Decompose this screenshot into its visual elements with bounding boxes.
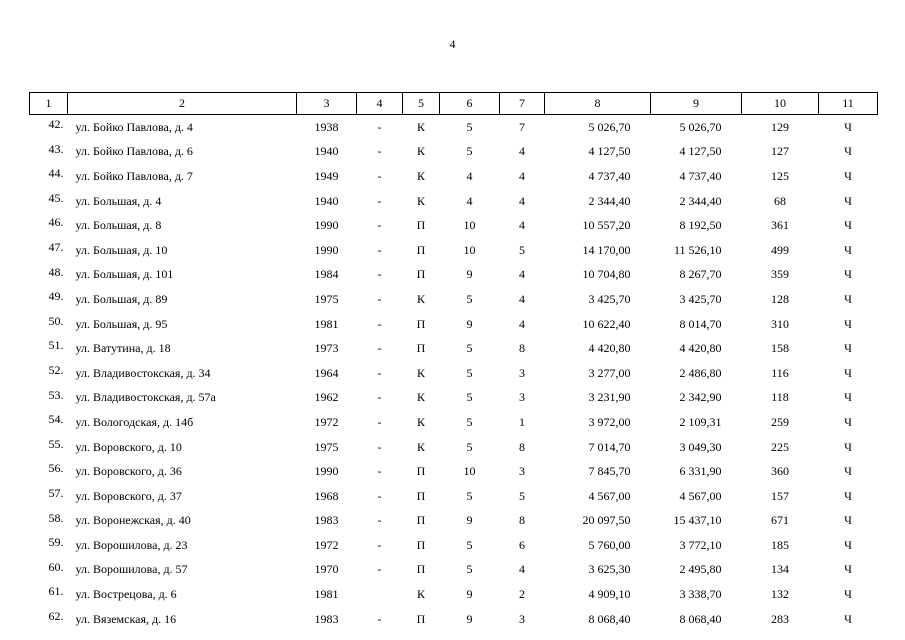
row-number: 46. [48,215,64,230]
year-built-cell: 1990 [314,242,339,257]
total-area-cell: 2 344,40 [588,193,631,208]
address-cell: ул. Вологодская, д. 14б [75,414,194,429]
header-cell: 8 [545,93,651,115]
year-built-cell: 1975 [314,439,339,454]
column-10-cell: 310 [771,316,789,331]
living-area-cell: 3 049,30 [679,439,722,454]
table-row [30,287,878,312]
column-11-cell: Ч [844,390,852,405]
column-11-cell: Ч [844,365,852,380]
floors-cell: 9 [466,513,473,528]
floors-cell: 5 [466,144,473,159]
living-area-cell: 4 127,50 [679,144,722,159]
column-4-cell: - [377,193,382,208]
row-number: 50. [48,313,64,328]
column-11-cell: Ч [844,242,852,257]
address-cell: ул. Воровского, д. 10 [75,439,182,454]
column-11-cell: Ч [844,168,852,183]
column-4-cell: - [377,390,382,405]
housing-register-table [29,92,878,631]
total-area-cell: 4 737,40 [588,168,631,183]
column-11-cell: Ч [844,291,852,306]
total-area-cell: 4 567,00 [588,488,631,503]
entrances-cell: 8 [519,341,525,356]
table-row [30,164,878,189]
table-body [30,115,878,632]
column-11-cell: Ч [844,341,852,356]
living-area-cell: 5 026,70 [679,119,722,134]
living-area-cell: 3 425,70 [679,291,722,306]
entrances-cell: 3 [519,464,525,479]
table-row [30,484,878,509]
table-row [30,361,878,386]
floors-cell: 10 [463,242,476,257]
column-10-cell: 283 [771,611,789,626]
entrances-cell: 4 [519,267,525,282]
living-area-cell: 2 109,31 [679,414,722,429]
table-row [30,140,878,165]
total-area-cell: 4 909,10 [588,587,631,602]
address-cell: ул. Большая, д. 8 [75,218,162,233]
material-cell: К [416,193,425,208]
entrances-cell: 8 [519,439,525,454]
floors-cell: 5 [466,341,473,356]
column-10-cell: 134 [771,562,789,577]
year-built-cell: 1983 [314,513,339,528]
living-area-cell: 2 344,40 [679,193,722,208]
row-number: 58. [48,510,64,525]
column-11-cell: Ч [844,439,852,454]
column-10-cell: 225 [771,439,789,454]
entrances-cell: 2 [519,587,525,602]
address-cell: ул. Большая, д. 101 [75,267,174,282]
entrances-cell: 4 [519,562,525,577]
row-number: 62. [48,608,64,623]
column-11-cell: Ч [844,144,852,159]
floors-cell: 9 [466,267,473,282]
column-4-cell: - [377,218,382,233]
living-area-cell: 2 486,80 [679,365,722,380]
row-number: 54. [48,412,64,427]
living-area-cell: 3 338,70 [679,587,722,602]
address-cell: ул. Большая, д. 89 [75,291,168,306]
table-row [30,533,878,558]
total-area-cell: 10 557,20 [582,218,631,233]
column-11-cell: Ч [844,513,852,528]
floors-cell: 10 [463,218,476,233]
entrances-cell: 5 [519,242,525,257]
column-4-cell: - [377,316,382,331]
header-cell: 2 [68,93,297,115]
entrances-cell: 3 [519,390,525,405]
floors-cell: 5 [466,439,473,454]
row-number: 43. [48,141,64,156]
column-10-cell: 129 [771,119,789,134]
floors-cell: 4 [466,193,473,208]
entrances-cell: 5 [519,488,525,503]
total-area-cell: 8 068,40 [588,611,631,626]
floors-cell: 9 [466,587,473,602]
column-4-cell: - [377,488,382,503]
address-cell: ул. Вострецова, д. 6 [75,587,177,602]
column-10-cell: 499 [771,242,789,257]
table-row [30,459,878,484]
year-built-cell: 1964 [314,365,339,380]
total-area-cell: 3 231,90 [588,390,631,405]
column-10-cell: 125 [771,168,789,183]
material-cell: К [416,390,425,405]
column-10-cell: 128 [771,291,789,306]
table-row [30,263,878,288]
row-number: 44. [48,166,64,181]
column-4-cell: - [377,611,382,626]
living-area-cell: 8 014,70 [679,316,722,331]
total-area-cell: 7 845,70 [588,464,631,479]
living-area-cell: 4 737,40 [679,168,722,183]
address-cell: ул. Бойко Павлова, д. 6 [75,144,193,159]
column-4-cell: - [377,464,382,479]
address-cell: ул. Воровского, д. 36 [75,464,182,479]
total-area-cell: 10 704,80 [582,267,631,282]
header-cell: 5 [403,93,440,115]
floors-cell: 5 [466,488,473,503]
header-cell: 10 [742,93,819,115]
living-area-cell: 11 526,10 [673,242,722,257]
table-row [30,312,878,337]
floors-cell: 5 [466,119,473,134]
table-row [30,386,878,411]
floors-cell: 5 [466,291,473,306]
total-area-cell: 20 097,50 [582,513,631,528]
column-4-cell: - [377,439,382,454]
column-11-cell: Ч [844,193,852,208]
total-area-cell: 7 014,70 [588,439,631,454]
material-cell: П [416,242,426,257]
material-cell: П [416,488,426,503]
header-cell: 1 [30,93,68,115]
address-cell: ул. Воровского, д. 37 [75,488,182,503]
year-built-cell: 1984 [314,267,339,282]
entrances-cell: 3 [519,365,525,380]
table-row [30,582,878,607]
column-11-cell: Ч [844,562,852,577]
material-cell: П [416,316,426,331]
total-area-cell: 3 425,70 [588,291,631,306]
table-row [30,558,878,583]
floors-cell: 5 [466,390,473,405]
material-cell: П [416,611,426,626]
year-built-cell: 1970 [314,562,339,577]
address-cell: ул. Большая, д. 95 [75,316,168,331]
year-built-cell: 1990 [314,464,339,479]
table-row [30,336,878,361]
address-cell: ул. Ворошилова, д. 23 [75,537,188,552]
entrances-cell: 4 [519,291,525,306]
floors-cell: 5 [466,414,473,429]
living-area-cell: 2 495,80 [679,562,722,577]
total-area-cell: 3 625,30 [588,562,631,577]
living-area-cell: 3 772,10 [679,537,722,552]
floors-cell: 9 [466,611,473,626]
address-cell: ул. Ворошилова, д. 57 [75,562,188,577]
table-row [30,238,878,263]
total-area-cell: 3 277,00 [588,365,631,380]
floors-cell: 5 [466,562,473,577]
column-11-cell: Ч [844,587,852,602]
material-cell: К [416,168,425,183]
total-area-cell: 5 026,70 [588,119,631,134]
year-built-cell: 1983 [314,611,339,626]
row-number: 55. [48,436,64,451]
living-area-cell: 8 267,70 [679,267,722,282]
year-built-cell: 1940 [314,193,339,208]
living-area-cell: 15 437,10 [673,513,722,528]
material-cell: П [416,562,426,577]
address-cell: ул. Ватутина, д. 18 [75,341,171,356]
row-number: 48. [48,264,64,279]
row-number: 47. [48,239,64,254]
column-4-cell: - [377,144,382,159]
total-area-cell: 4 127,50 [588,144,631,159]
material-cell: К [416,291,425,306]
column-10-cell: 68 [774,193,786,208]
column-4-cell: - [377,513,382,528]
header-cell: 11 [819,93,878,115]
address-cell: ул. Бойко Павлова, д. 7 [75,168,193,183]
table-row [30,607,878,632]
year-built-cell: 1975 [314,291,339,306]
floors-cell: 5 [466,365,473,380]
entrances-cell: 4 [519,316,525,331]
column-10-cell: 157 [771,488,789,503]
year-built-cell: 1990 [314,218,339,233]
entrances-cell: 4 [519,168,525,183]
material-cell: П [416,513,426,528]
column-11-cell: Ч [844,218,852,233]
material-cell: К [416,414,425,429]
total-area-cell: 14 170,00 [582,242,631,257]
column-10-cell: 361 [771,218,789,233]
column-10-cell: 158 [771,341,789,356]
column-11-cell: Ч [844,611,852,626]
material-cell: П [416,218,426,233]
column-10-cell: 359 [771,267,789,282]
address-cell: ул. Воронежская, д. 40 [75,513,191,528]
column-10-cell: 127 [771,144,789,159]
entrances-cell: 4 [519,144,525,159]
total-area-cell: 10 622,40 [582,316,631,331]
column-4-cell: - [377,365,382,380]
material-cell: К [416,365,425,380]
column-11-cell: Ч [844,316,852,331]
row-number: 57. [48,485,64,500]
table-row [30,410,878,435]
row-number: 45. [48,190,64,205]
living-area-cell: 4 567,00 [679,488,722,503]
year-built-cell: 1949 [314,168,339,183]
entrances-cell: 4 [519,193,525,208]
living-area-cell: 6 331,90 [679,464,722,479]
row-number: 61. [48,584,64,599]
column-4-cell: - [377,341,382,356]
year-built-cell: 1972 [314,537,339,552]
table-row [30,115,878,140]
entrances-cell: 1 [519,414,525,429]
material-cell: К [416,439,425,454]
column-4-cell: - [377,291,382,306]
floors-cell: 4 [466,168,473,183]
column-number-header-row [30,93,878,115]
year-built-cell: 1973 [314,341,339,356]
material-cell: П [416,341,426,356]
living-area-cell: 8 068,40 [679,611,722,626]
column-10-cell: 259 [771,414,789,429]
entrances-cell: 8 [519,513,525,528]
header-cell: 6 [440,93,500,115]
total-area-cell: 4 420,80 [588,341,631,356]
table-row [30,213,878,238]
row-number: 56. [48,461,64,476]
material-cell: П [416,464,426,479]
column-11-cell: Ч [844,267,852,282]
year-built-cell: 1981 [314,587,339,602]
column-10-cell: 118 [771,390,789,405]
column-4-cell: - [377,537,382,552]
header-cell: 4 [357,93,403,115]
column-11-cell: Ч [844,464,852,479]
year-built-cell: 1968 [314,488,339,503]
total-area-cell: 3 972,00 [588,414,631,429]
column-11-cell: Ч [844,488,852,503]
address-cell: ул. Владивостокская, д. 57а [75,390,216,405]
address-cell: ул. Большая, д. 10 [75,242,168,257]
header-cell: 3 [297,93,357,115]
column-4-cell: - [377,168,382,183]
column-10-cell: 671 [771,513,789,528]
material-cell: П [416,267,426,282]
column-4-cell [357,582,403,607]
material-cell: П [416,537,426,552]
year-built-cell: 1940 [314,144,339,159]
entrances-cell: 4 [519,218,525,233]
material-cell: К [416,119,425,134]
year-built-cell: 1972 [314,414,339,429]
address-cell: ул. Владивостокская, д. 34 [75,365,211,380]
floors-cell: 9 [466,316,473,331]
column-11-cell: Ч [844,414,852,429]
column-4-cell: - [377,119,382,134]
address-cell: ул. Большая, д. 4 [75,193,162,208]
column-11-cell: Ч [844,537,852,552]
entrances-cell: 3 [519,611,525,626]
column-10-cell: 116 [771,365,789,380]
entrances-cell: 7 [519,119,525,134]
material-cell: К [416,144,425,159]
material-cell: К [416,587,425,602]
entrances-cell: 6 [519,537,525,552]
page-number: 4 [449,37,456,51]
row-number: 51. [48,338,64,353]
row-number: 53. [48,387,64,402]
column-4-cell: - [377,267,382,282]
living-area-cell: 4 420,80 [679,341,722,356]
row-number: 59. [48,535,64,550]
row-number: 42. [48,117,64,131]
living-area-cell: 2 342,90 [679,390,722,405]
table-row [30,189,878,214]
column-10-cell: 360 [771,464,789,479]
column-10-cell: 132 [771,587,789,602]
year-built-cell: 1938 [314,119,339,134]
column-4-cell: - [377,242,382,257]
floors-cell: 10 [463,464,476,479]
column-10-cell: 185 [771,537,789,552]
floors-cell: 5 [466,537,473,552]
year-built-cell: 1981 [314,316,339,331]
total-area-cell: 5 760,00 [588,537,631,552]
year-built-cell: 1962 [314,390,339,405]
column-11-cell: Ч [844,119,852,134]
address-cell: ул. Бойко Павлова, д. 4 [75,119,193,134]
table-row [30,435,878,460]
column-4-cell: - [377,562,382,577]
address-cell: ул. Вяземская, д. 16 [75,611,177,626]
row-number: 52. [48,362,64,377]
column-4-cell: - [377,414,382,429]
table-row [30,509,878,534]
header-cell: 9 [651,93,742,115]
row-number: 49. [48,289,64,304]
row-number: 60. [48,559,64,574]
living-area-cell: 8 192,50 [679,218,722,233]
header-cell: 7 [500,93,545,115]
